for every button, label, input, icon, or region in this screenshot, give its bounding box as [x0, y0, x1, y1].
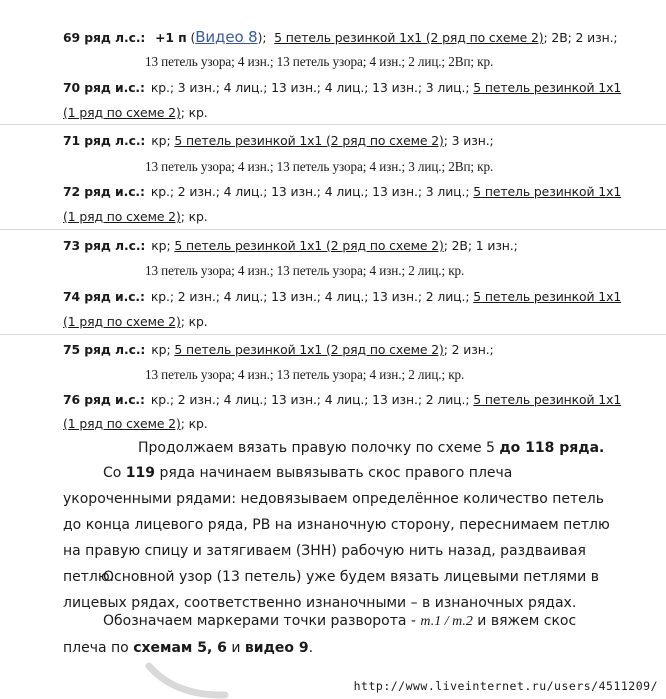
marker-t2: т.2 [452, 614, 473, 629]
row-71-line-1 [63, 133, 494, 148]
continue-text: Продолжаем вязать правую полочку по схеме 5 [138, 440, 500, 456]
row-tail: ; кр. [180, 314, 208, 329]
rib-pattern: 5 петель резинкой 1х1 [473, 184, 622, 199]
row-76-line-1 [63, 392, 621, 407]
row-text: кр.; 2 изн.; 4 лиц.; 13 изн.; 4 лиц.; 13 изн.; 3 лиц.; [150, 184, 474, 199]
row-head: кр; [151, 342, 175, 357]
row-label: 74 ряд и.с.: [63, 289, 145, 304]
row-tail: ; кр. [180, 105, 208, 120]
continue-bold: до 118 ряда. [499, 440, 605, 456]
rib-pattern: (1 ряд по схеме 2) [63, 314, 181, 329]
divider [0, 124, 666, 125]
rib-pattern: 5 петель резинкой 1х1 (2 ряд по схеме 2) [274, 30, 544, 45]
para-text: Обозначаем маркерами точки разворота - [103, 613, 421, 629]
decorative-arc [145, 662, 265, 699]
row-73-line-2: 13 петель узора; 4 изн.; 13 петель узора; 4 изн.; 2 лиц.; кр. [145, 263, 465, 278]
video-ref: видео 9 [244, 640, 309, 656]
row-head: кр; [151, 133, 175, 148]
marker-t1: т.1 [420, 614, 442, 629]
row-label: 69 ряд л.с.: [63, 30, 146, 45]
row-69-line-2: 13 петель узора; 4 изн.; 13 петель узора; 4 изн.; 2 лиц.; 2Вп; кр. [145, 54, 494, 69]
row-tail: ; кр. [180, 416, 208, 431]
paren: ( [186, 30, 196, 45]
row-69-line-1 [63, 28, 618, 46]
rib-pattern: 5 петель резинкой 1х1 (2 ряд по схеме 2) [174, 133, 444, 148]
row-text: кр.; 3 изн.; 4 лиц.; 13 изн.; 4 лиц.; 13 изн.; 3 лиц.; [150, 80, 474, 95]
row-tail: ; 2 изн.; [443, 342, 494, 357]
row-tail: ; 2В; 1 изн.; [443, 238, 518, 253]
row-tail: ; 3 изн.; [443, 133, 494, 148]
markers-paragraph [63, 608, 623, 661]
divider [0, 334, 666, 335]
row-72-line-1 [63, 184, 621, 199]
schemes-ref: схемам 5, 6 [133, 640, 227, 656]
rib-pattern: (1 ряд по схеме 2) [63, 209, 181, 224]
row-70-line-2 [63, 105, 208, 120]
video-8-link[interactable]: Видео 8 [195, 28, 258, 46]
row-tail: ; 2В; 2 изн.; [543, 30, 618, 45]
paren: ); [257, 30, 267, 45]
row-75-line-1 [63, 342, 494, 357]
para-text: . [308, 640, 314, 656]
rib-pattern: (1 ряд по схеме 2) [63, 416, 181, 431]
para-text: и вяжем скос плеча по [63, 613, 577, 656]
row-76-line-2 [63, 416, 208, 431]
row-71-line-2: 13 петель узора; 4 изн.; 13 петель узора; 4 изн.; 3 лиц.; 2Вп; кр. [145, 159, 494, 174]
row-74-line-1 [63, 289, 621, 304]
rib-pattern: 5 петель резинкой 1х1 [473, 80, 622, 95]
rib-pattern: (1 ряд по схеме 2) [63, 105, 181, 120]
row-text: кр.; 2 изн.; 4 лиц.; 13 изн.; 4 лиц.; 13 изн.; 2 лиц.; [150, 289, 474, 304]
row-number: 119 [125, 465, 156, 481]
divider [0, 229, 666, 230]
row-tail: ; кр. [180, 209, 208, 224]
increase-note: +1 п [155, 30, 187, 45]
row-label: 72 ряд и.с.: [63, 184, 145, 199]
para-text: ряда начинаем вывязывать скос правого плеча укороченными рядами: недовязываем определённое количество петель до конца лицевого ряда, РВ на изнаночную сторону, переснимаем петлю на правую спицу и затягиваем (ЗНН) рабочую нить назад, раздваивая петлю. [63, 465, 610, 585]
marker-sep: / [441, 614, 453, 629]
row-label: 75 ряд л.с.: [63, 342, 146, 357]
row-text: кр.; 2 изн.; 4 лиц.; 13 изн.; 4 лиц.; 13 изн.; 2 лиц.; [150, 392, 474, 407]
row-label: 76 ряд и.с.: [63, 392, 145, 407]
rib-pattern: 5 петель резинкой 1х1 (2 ряд по схеме 2) [174, 238, 444, 253]
row-head: кр; [151, 238, 175, 253]
rib-pattern: 5 петель резинкой 1х1 [473, 392, 622, 407]
row-75-line-2: 13 петель узора; 4 изн.; 13 петель узора; 4 изн.; 2 лиц.; кр. [145, 367, 465, 382]
row-70-line-1 [63, 80, 621, 95]
continue-instruction [138, 440, 604, 456]
row-label: 71 ряд л.с.: [63, 133, 146, 148]
watermark-url[interactable]: http://www.liveinternet.ru/users/4511209/ [353, 679, 658, 693]
rib-pattern: 5 петель резинкой 1х1 [473, 289, 622, 304]
row-72-line-2 [63, 209, 208, 224]
row-label: 73 ряд л.с.: [63, 238, 146, 253]
row-73-line-1 [63, 238, 518, 253]
row-74-line-2 [63, 314, 208, 329]
row-label: 70 ряд и.с.: [63, 80, 145, 95]
rib-pattern: 5 петель резинкой 1х1 (2 ряд по схеме 2) [174, 342, 444, 357]
para-text: и [226, 640, 245, 656]
para-text: Основной узор (13 петель) уже будем вязать лицевыми петлями в лицевых рядах, соответственно изнаночными – в изнаночных рядах. [63, 569, 599, 611]
para-text: Со [103, 465, 126, 481]
